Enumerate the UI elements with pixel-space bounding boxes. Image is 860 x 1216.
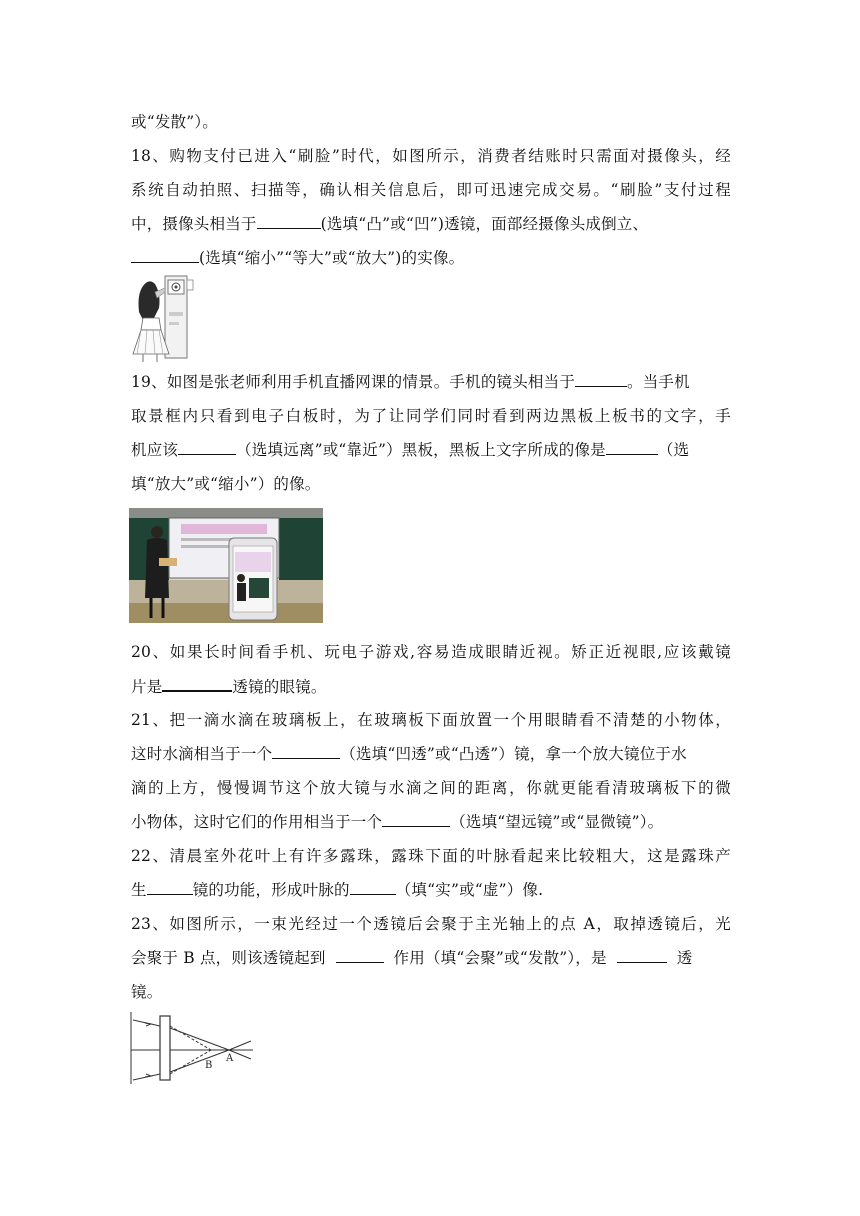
- question-19-line-2: [131, 405, 731, 427]
- question-23-line-1: [131, 913, 731, 935]
- question-21-line-2: [131, 743, 731, 765]
- text: 20、如果长时间看手机、玩电子游戏,容易造成眼睛近视。矫正近视眼,应该戴镜: [131, 643, 731, 661]
- question-22-line-2: [131, 879, 731, 901]
- text: （选: [657, 441, 690, 459]
- text: 会聚于 B 点，则该透镜起到: [131, 949, 326, 967]
- answer-blank[interactable]: [178, 439, 236, 455]
- answer-blank[interactable]: [272, 743, 340, 759]
- text: 18、购物支付已进入“刷脸”时代，如图所示，消费者结账时只需面对摄像头，经: [131, 147, 731, 165]
- answer-blank[interactable]: [350, 879, 396, 895]
- face-payment-illustration: [129, 272, 201, 364]
- answer-blank[interactable]: [617, 947, 667, 963]
- text: 机应该: [131, 441, 179, 459]
- question-19-line-1: [131, 371, 731, 393]
- text: 或“发散”）。: [131, 113, 218, 131]
- text: 透镜的眼镜。: [232, 678, 327, 696]
- answer-blank[interactable]: [162, 675, 232, 692]
- text: （选填“凹透”或“凸透”）镜，拿一个放大镜位于水: [340, 745, 687, 763]
- text: （填“实”或“虚”）像.: [395, 881, 544, 899]
- question-21-line-4: [131, 811, 731, 833]
- question-19-line-3: [131, 439, 731, 461]
- question-20-line-1: [131, 641, 731, 663]
- text: 片是: [131, 678, 163, 696]
- text: (选填“凸”或“凹”)透镜，面部经摄像头成倒立、: [320, 215, 649, 233]
- question-23-line-2: [131, 947, 731, 969]
- answer-blank[interactable]: [575, 371, 627, 387]
- ray-diagram-svg: [129, 1010, 255, 1086]
- text-line: [131, 111, 731, 133]
- text: （选填远离”或“靠近”）黑板，黑板上文字所成的像是: [236, 441, 606, 459]
- question-18-line-4: [131, 247, 731, 269]
- question-23-line-3: [131, 981, 731, 1003]
- answer-blank[interactable]: [131, 247, 199, 263]
- question-20-line-2: [131, 675, 731, 698]
- text: 22、清晨室外花叶上有许多露珠，露珠下面的叶脉看起来比较粗大，这是露珠产: [131, 847, 731, 865]
- point-a-label: A: [226, 1053, 234, 1064]
- lens-ray-diagram: [129, 1010, 255, 1086]
- question-19-line-4: [131, 473, 731, 495]
- question-18-line-2: [131, 179, 731, 201]
- question-22-line-1: [131, 845, 731, 867]
- text: 填“放大”或“缩小”）的像。: [131, 475, 321, 493]
- text: 这时水滴相当于一个: [131, 745, 273, 763]
- classroom-livestream-photo: [129, 508, 323, 623]
- text: 21、把一滴水滴在玻璃板上，在玻璃板下面放置一个用眼睛看不清楚的小物体，: [131, 711, 731, 729]
- answer-blank[interactable]: [606, 439, 658, 455]
- text: 系统自动拍照、扫描等，确认相关信息后，即可迅速完成交易。“刷脸”支付过程: [131, 181, 731, 199]
- text: 生: [131, 881, 147, 899]
- face-payment-figure: [129, 272, 201, 364]
- text: 。当手机: [627, 373, 690, 391]
- text: 23、如图所示，一束光经过一个透镜后会聚于主光轴上的点 A，取掉透镜后，光: [131, 915, 731, 933]
- text: 透: [676, 949, 693, 967]
- answer-blank[interactable]: [147, 879, 193, 895]
- question-21-line-3: [131, 777, 731, 799]
- text: （选填“望远镜”或“显微镜”）。: [450, 813, 664, 831]
- text: 滴的上方，慢慢调节这个放大镜与水滴之间的距离，你就更能看清玻璃板下的微: [131, 779, 731, 797]
- text: 作用（填“会聚”或“发散”），是: [393, 949, 607, 967]
- classroom-illustration: [129, 508, 323, 623]
- text: 中，摄像头相当于: [131, 215, 257, 233]
- text: 镜的功能，形成叶脉的: [192, 881, 350, 899]
- point-b-label: B: [205, 1060, 213, 1071]
- text: (选填“缩小”“等大”或“放大”)的实像。: [199, 249, 465, 267]
- answer-blank[interactable]: [382, 811, 450, 827]
- question-18-line-1: [131, 145, 731, 167]
- text: 取景框内只看到电子白板时，为了让同学们同时看到两边黑板上板书的文字，手: [131, 407, 731, 425]
- answer-blank[interactable]: [257, 213, 321, 229]
- question-18-line-3: [131, 213, 731, 235]
- question-21-line-1: [131, 709, 731, 731]
- text: 镜。: [131, 983, 163, 1001]
- text: 19、如图是张老师利用手机直播网课的情景。手机的镜头相当于: [131, 373, 576, 391]
- text: 小物体，这时它们的作用相当于一个: [131, 813, 383, 831]
- answer-blank[interactable]: [336, 947, 384, 963]
- lens: [160, 1016, 170, 1080]
